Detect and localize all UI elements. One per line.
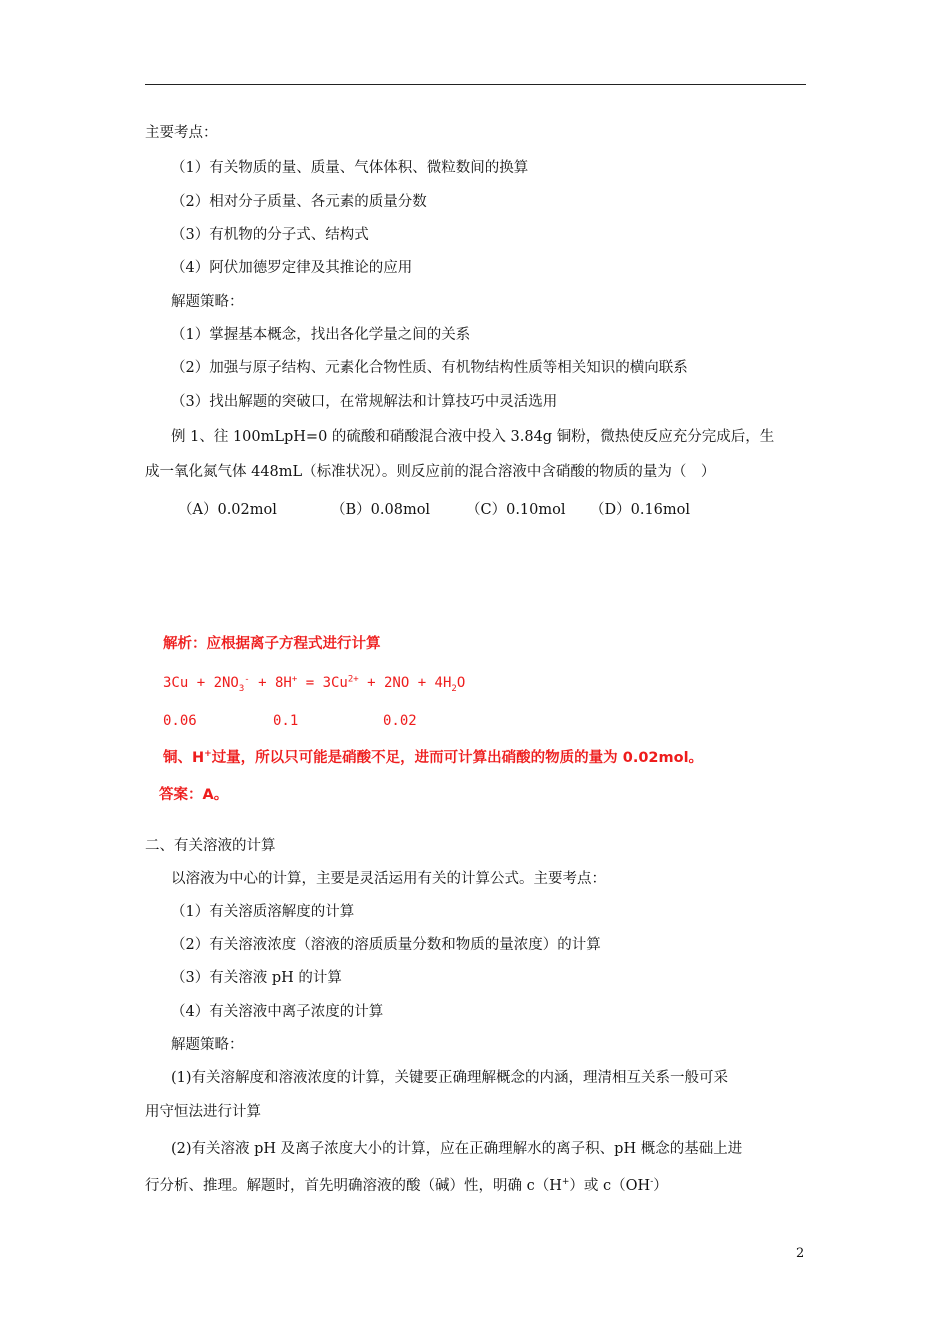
s2-2b-sup1: + xyxy=(561,1177,570,1188)
answer: 答案：A。 xyxy=(159,787,229,803)
eq-sup-c: 2+ xyxy=(347,674,359,685)
example-line-2: 成一氧化氮气体 448mL（标准状况）。则反应前的混合溶液中含硝酸的物质的量为（ ） xyxy=(145,464,716,480)
page-number: 2 xyxy=(796,1246,805,1261)
point2-1: （1）有关溶质溶解度的计算 xyxy=(171,904,355,920)
s2-2b-post: ） xyxy=(653,1178,668,1194)
strategy2-2-line-1: (2)有关溶液 pH 及离子浓度大小的计算，应在正确理解水的离子积、pH 概念的基础上进 xyxy=(171,1141,743,1157)
option-a: （A）0.02mol xyxy=(178,502,277,518)
point-3: （3）有机物的分子式、结构式 xyxy=(171,227,369,243)
section-2-title: 二、有关溶液的计算 xyxy=(145,838,276,854)
strategy2-heading: 解题策略： xyxy=(171,1037,244,1053)
s2-2b-sup2: - xyxy=(650,1177,654,1188)
option-c: （C）0.10mol xyxy=(466,502,566,518)
point2-2: （2）有关溶液浓度（溶液的溶质质量分数和物质的量浓度）的计算 xyxy=(171,937,601,953)
ionic-equation xyxy=(163,673,465,693)
eq-sup-b: + xyxy=(291,674,298,685)
point-1: （1）有关物质的量、质量、气体体积、微粒数间的换算 xyxy=(171,160,529,176)
section-2-intro: 以溶液为中心的计算，主要是灵活运用有关的计算公式。主要考点： xyxy=(171,871,606,887)
points-heading: 主要考点： xyxy=(145,125,218,141)
strategy-2: （2）加强与原子结构、元素化合物性质、有机物结构性质等相关知识的横向联系 xyxy=(171,360,688,376)
strategy-1: （1）掌握基本概念，找出各化学量之间的关系 xyxy=(171,327,471,343)
watermark xyxy=(596,643,775,737)
eq-part-d: + 2NO + 4H xyxy=(358,675,452,691)
point-2: （2）相对分子质量、各元素的质量分数 xyxy=(171,194,427,210)
point2-3: （3）有关溶液 pH 的计算 xyxy=(171,970,342,986)
eq-sup-a: - xyxy=(244,674,250,685)
eq-part-a: 3Cu + 2NO xyxy=(163,675,239,691)
eq-part-b: + 8H xyxy=(249,675,292,691)
conclusion-part-a: 铜、H xyxy=(163,750,205,766)
point2-4: （4）有关溶液中离子浓度的计算 xyxy=(171,1004,384,1020)
eq-sub-a: 3 xyxy=(238,683,245,694)
option-d: （D）0.16mol xyxy=(590,502,691,518)
analysis-title: 解析：应根据离子方程式进行计算 xyxy=(163,636,381,652)
conclusion-sup: + xyxy=(204,749,212,760)
strategy-heading: 解题策略： xyxy=(171,294,244,310)
strategy-3: （3）找出解题的突破口，在常规解法和计算技巧中灵活选用 xyxy=(171,394,558,410)
point-4: （4）阿伏加德罗定律及其推论的应用 xyxy=(171,260,413,276)
header-rule xyxy=(145,84,806,85)
s2-2b-pre: 行分析、推理。解题时，首先明确溶液的酸（碱）性，明确 c（H xyxy=(145,1178,562,1194)
amount-cu: 0.06 xyxy=(163,713,197,729)
conclusion-part-b: 过量，所以只可能是硝酸不足，进而可计算出硝酸的物质的量为 0.02mol。 xyxy=(211,750,704,766)
amount-no3: 0.1 xyxy=(273,713,299,729)
strategy2-1-line-1: (1)有关溶解度和溶液浓度的计算，关键要正确理解概念的内涵，理清相互关系一般可采 xyxy=(171,1070,729,1086)
eq-part-c: = 3Cu xyxy=(297,675,348,691)
strategy2-1-line-2: 用守恒法进行计算 xyxy=(145,1104,261,1120)
analysis-conclusion xyxy=(163,748,703,768)
option-b: （B）0.08mol xyxy=(331,502,431,518)
eq-part-e: O xyxy=(456,675,466,691)
example-line-1: 例 1、往 100mLpH=0 的硫酸和硝酸混合液中投入 3.84g 铜粉，微热使反应充分完成后，生 xyxy=(171,429,775,445)
amount-no: 0.02 xyxy=(383,713,417,729)
s2-2b-mid: ）或 c（OH xyxy=(569,1178,651,1194)
strategy2-2-line-2 xyxy=(145,1176,668,1196)
eq-sub-d: 2 xyxy=(451,683,457,694)
